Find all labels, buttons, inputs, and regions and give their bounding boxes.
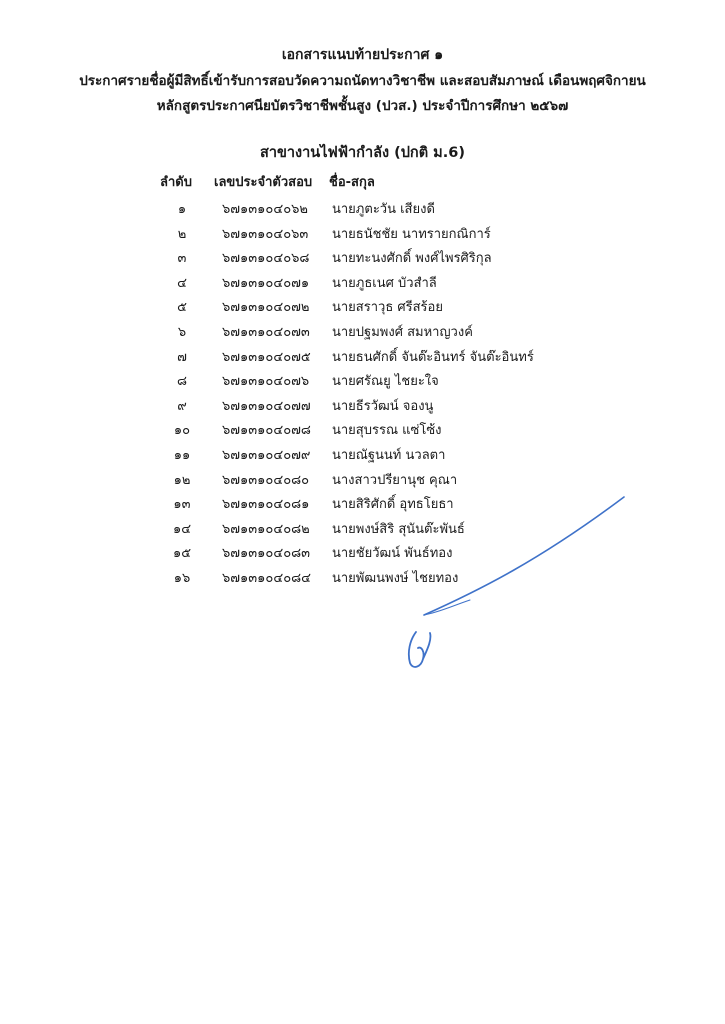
exam-id: ๖๗๑๓๑๐๔๐๖๒ xyxy=(222,202,308,217)
row-number: ๘ xyxy=(176,374,188,390)
column-header-no: ลำดับ xyxy=(160,175,192,190)
row-number: ๒ xyxy=(177,226,187,242)
row-number: ๔ xyxy=(177,275,187,291)
row-number: ๑๒ xyxy=(173,472,191,488)
exam-id: ๖๗๑๓๑๐๔๐๘๒ xyxy=(222,521,310,537)
row-number: ๑๖ xyxy=(173,570,191,586)
row-number: ๑๓ xyxy=(173,497,191,513)
exam-id: ๖๗๑๓๑๐๔๐๘๔ xyxy=(222,570,311,586)
candidate-name: นายสุบรรณ แซ่โซ้ง xyxy=(332,423,442,439)
exam-id: ๖๗๑๓๑๐๔๐๖๘ xyxy=(222,251,310,267)
candidate-name: นายภูธเนศ บัวสำลี xyxy=(332,275,437,291)
exam-id: ๖๗๑๓๑๐๔๐๗๕ xyxy=(222,349,311,365)
candidate-name: นายภูตะวัน เสียงดี xyxy=(332,202,435,217)
candidate-name: นายพัฒนพงษ์ ไชยทอง xyxy=(332,570,459,586)
row-number: ๕ xyxy=(177,300,187,316)
exam-id: ๖๗๑๓๑๐๔๐๖๓ xyxy=(222,226,309,242)
candidate-name: นางสาวปรียานุช คุณา xyxy=(332,472,458,488)
exam-id: ๖๗๑๓๑๐๔๐๗๓ xyxy=(222,324,310,340)
row-number: ๑๔ xyxy=(172,521,192,537)
exam-id: ๖๗๑๓๑๐๔๐๘๑ xyxy=(222,497,310,513)
exam-id: ๖๗๑๓๑๐๔๐๗๙ xyxy=(222,447,311,463)
section-title: สาขางานไฟฟ้ากำลัง (ปกติ ม.6) xyxy=(260,145,465,161)
row-number: ๑๑ xyxy=(173,447,191,463)
exam-id: ๖๗๑๓๑๐๔๐๗๘ xyxy=(222,423,311,439)
row-number: ๑ xyxy=(177,202,187,217)
column-header-exam-id: เลขประจำตัวสอบ xyxy=(214,175,313,190)
exam-id: ๖๗๑๓๑๐๔๐๗๗ xyxy=(222,398,311,414)
candidate-name: นายธีรวัฒน์ จองนู xyxy=(332,398,434,414)
candidate-name: นายณัฐนนท์ นวลตา xyxy=(332,447,446,463)
candidate-name: นายธนัชชัย นาทรายกณิการ์ xyxy=(332,226,491,242)
row-number: ๗ xyxy=(177,349,187,365)
exam-id: ๖๗๑๓๑๐๔๐๘๓ xyxy=(222,546,311,562)
row-number: ๖ xyxy=(177,324,187,340)
announcement-line: ประกาศรายชื่อผู้มีสิทธิ์เข้ารับการสอบวัดความถนัดทางวิชาชีพ และสอบสัมภาษณ์ เดือนพฤศจิกายน xyxy=(79,73,646,89)
row-number: ๑๐ xyxy=(173,423,191,439)
exam-id: ๖๗๑๓๑๐๔๐๗๖ xyxy=(222,374,310,390)
exam-id: ๖๗๑๓๑๐๔๐๗๒ xyxy=(222,300,310,316)
candidate-name: นายทะนงศักดิ์ พงศ์ไพรศิริกุล xyxy=(332,251,492,267)
row-number: ๙ xyxy=(177,398,187,414)
candidate-name: นายธนศักดิ์ จันต๊ะอินทร์ จันต๊ะอินทร์ xyxy=(332,349,534,365)
column-header-name: ชื่อ-สกุล xyxy=(329,175,375,190)
candidate-name: นายปฐมพงศ์ สมหาญวงค์ xyxy=(332,324,473,340)
candidate-name: นายสราวุธ ศรีสร้อย xyxy=(332,300,443,316)
exam-id: ๖๗๑๓๑๐๔๐๗๑ xyxy=(222,275,310,291)
row-number: ๓ xyxy=(177,251,187,267)
document-title: เอกสารแนบท้ายประกาศ ๑ xyxy=(281,47,444,63)
row-number: ๑๕ xyxy=(172,546,192,562)
candidate-name: นายพงษ์สิริ สุนันต๊ะพันธ์ xyxy=(332,521,465,537)
program-line: หลักสูตรประกาศนียบัตรวิชาชีพชั้นสูง (ปวส.) ประจำปีการศึกษา ๒๕๖๗ xyxy=(156,98,569,114)
candidate-name: นายชัยวัฒน์ พันธ์ทอง xyxy=(332,546,453,562)
candidate-name: นายสิริศักดิ์ อุทธโยธา xyxy=(332,497,454,513)
candidate-name: นายศรัณยู ไชยะใจ xyxy=(332,374,439,390)
exam-id: ๖๗๑๓๑๐๔๐๘๐ xyxy=(222,472,310,488)
